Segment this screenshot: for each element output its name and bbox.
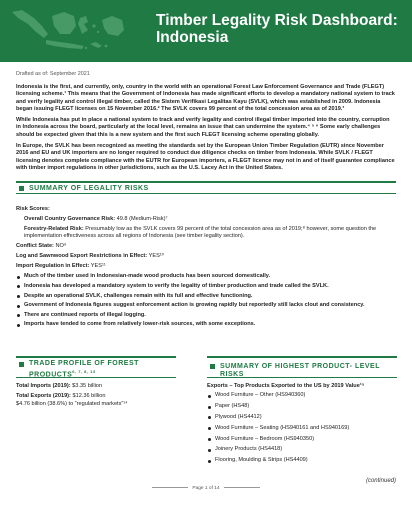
overall-risk-label: Overall Country Governance Risk: [24,216,116,222]
products-section-heading [207,356,397,378]
intro-paragraph-1: Indonesia is the first, and currently, only, country in the world with an operational Forest Law Enforcement Governance and Trade (FLEGT) licensing scheme.¹ This means that the Government of Indonesia has made significant efforts to develop a mandatory national system to track and verify legality and control illegal timber, called the Sistem Verifikasi Legalitas Kayu (SVLK), which was established in 2009. Indonesia began issuing FLEGT licenses on 15 November 2016.² The SVLK covers 99 percent of the total concession area as of 2019.³ [16,84,395,112]
trade-heading-line-2: PRODUCTS [29,371,73,379]
indonesia-map-icon [8,4,128,58]
list-item: Indonesia has developed a mandatory system to verify the legality of timber production and trade called the SVLK. [16,283,396,290]
page-footer [0,486,412,491]
products-subhead: Exports – Top Products Exported to the US by 2019 Value¹⁵ [207,383,365,389]
intro-section [16,84,396,176]
trade-heading-footnotes: 6, 7, 8, 13 [72,369,96,374]
exports-note: $4.76 billion (38.6%) to “regulated markets”¹⁴ [16,400,128,407]
conflict-state-label: Conflict State: [16,243,54,250]
total-imports-value: $3.35 billion [72,383,103,389]
import-regulation-label: Import Regulation in Effect: [16,263,90,270]
list-item: There are continued reports of illegal logging. [16,312,396,319]
import-regulation-value: YES¹¹ [90,263,106,270]
page-number: Page 1 of 14 [192,486,220,491]
risk-scores-label: Risk Scores: [16,206,50,212]
overall-risk-value: 49.8 (Medium-Risk)⁷ [116,216,168,222]
legality-bullets [16,273,396,328]
product-risks [207,383,397,468]
legality-heading-label: SUMMARY OF LEGALITY RISKS [29,184,149,192]
product-list [207,392,397,464]
forestry-risk-row [16,226,396,241]
list-item: Wood Furniture – Other (HS940360) [207,392,397,399]
total-exports-row [16,393,176,400]
total-exports-label: Total Exports (2019): [16,393,71,400]
forestry-risk-value: Presumably low as the SVLK covers 99 percent of the total concession area as of 2019;⁸ however, some question the implementation effectiveness across all regions of Indonesia (see timber legality section). [24,226,377,240]
trade-heading-label [29,360,139,379]
legality-section-heading [16,181,396,194]
footer-rule-right [224,487,260,488]
total-imports-label: Total Imports (2019): [16,383,71,389]
list-item: Wood Furniture – Bedroom (HS940350) [207,436,397,443]
overall-risk-row [16,216,396,223]
page-title: Timber Legality Risk Dashboard: Indonesia [156,12,398,46]
list-item: Government of Indonesia figures suggest enforcement action is growing rapidly but reportedly still lacks clout and consistency. [16,302,396,309]
list-item: Paper (HS48) [207,403,397,410]
forestry-risk-label: Forestry-Related Risk: [24,226,84,232]
products-heading-label: SUMMARY OF HIGHEST PRODUCT- LEVEL RISKS [220,363,380,378]
conflict-state-row [16,243,396,250]
list-item: Joinery Products (HS4418) [207,446,397,453]
intro-paragraph-2: While Indonesia has put in place a national system to track and verify legality and control illegal timber imported into the country, corruption in Indonesia across the board, particularly at the local level, remains an issue that can undermine the system.⁴ ⁵ ⁶ Some early challenges should be expected given that this is a new system and the first such FLEGT licensing scheme operating globally. [16,117,390,138]
trade-profile [16,383,176,408]
legality-risks [16,206,396,331]
trade-section-heading [16,356,176,378]
heading-marker [19,186,24,191]
list-item: Much of the timber used in Indonesian-made wood products has been sourced domestically. [16,273,396,280]
list-item: Plywood (HS4412) [207,414,397,421]
list-item: Despite an operational SVLK, challenges remain with its full and effective functioning. [16,293,396,300]
list-item: Imports have tended to come from relatively lower-risk sources, with some exceptions. [16,321,396,328]
conflict-state-value: NO⁹ [55,243,67,250]
intro-paragraph-3: In Europe, the SVLK has been recognized as meeting the standards set by the European Union Timber Regulation (EUTR) since November 2016 and EU and UK importers are no longer required to conduct due diligence checks on timber from Indonesia. While SVLK / FLEGT licensing denotes complete compliance with the EUTR for European importers, a FLEGT licence may not in and of itself guarantee compliance with timber import regulations in other jurisdictions, such as the U.S. Lacey Act in the United States. [16,143,395,171]
heading-marker [19,362,24,367]
continued-note: (continued) [365,478,396,484]
drafted-date: Drafted as of: September 2021 [16,71,90,77]
list-item: Flooring, Moulding & Strips (HS4409) [207,457,397,464]
export-restrictions-row [16,253,396,260]
export-restrictions-value: YES¹⁰ [148,253,164,260]
header-banner [0,0,412,62]
total-imports-row [16,383,176,390]
export-restrictions-label: Log and Sawnwood Export Restrictions in Effect: [16,253,148,260]
footer-rule-left [152,487,188,488]
heading-marker [210,364,215,369]
total-exports-value: $12.36 billion [72,393,106,400]
trade-heading-line-1: TRADE PROFILE OF FOREST [29,360,139,367]
list-item: Wood Furniture – Seating (HS940161 and HS940169) [207,425,397,432]
import-regulation-row [16,263,396,270]
